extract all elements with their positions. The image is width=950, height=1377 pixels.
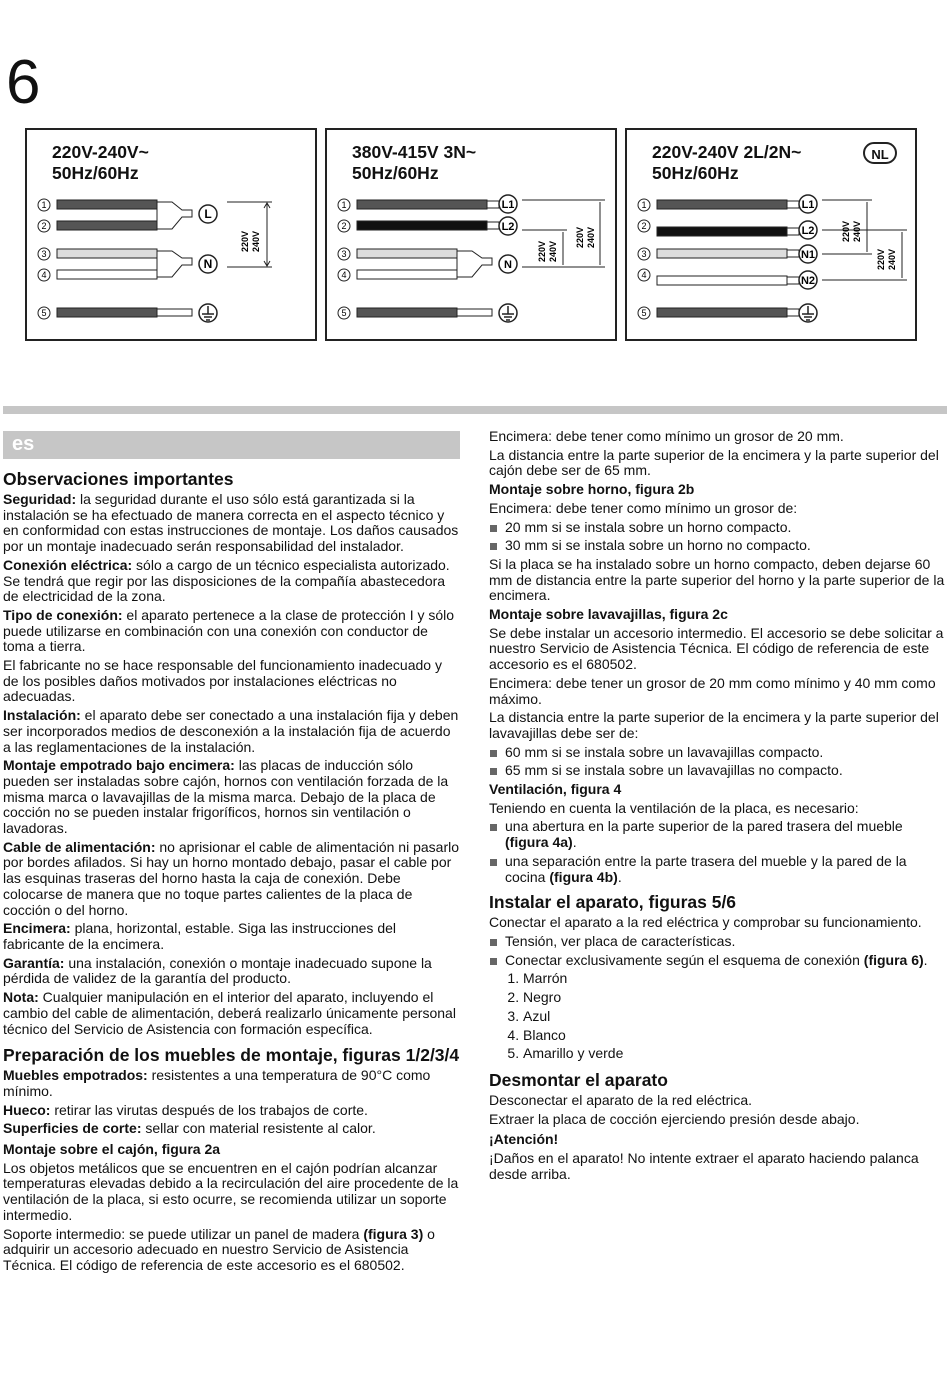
heading-desmontar: Desmontar el aparato xyxy=(489,1069,668,1090)
wire-white xyxy=(657,276,787,285)
wire-blue xyxy=(657,249,787,258)
wiring-diagram-2 xyxy=(325,128,617,341)
svg-text:L1: L1 xyxy=(501,199,515,211)
voltage-label xyxy=(841,221,862,242)
voltage-label xyxy=(876,249,897,270)
list-item: 4. Blanco xyxy=(523,1028,945,1044)
para-conexion: Conexión eléctrica: sólo a cargo de un técnico especialista autorizado. Se tendrá que regir por las disposiciones de la compañía abastecedora de electricidad de la zona. xyxy=(3,556,450,605)
wire-number-4 xyxy=(638,269,650,281)
list-item: una abertura en la parte superior de la pared trasera del mueble (figura 4a). xyxy=(489,819,945,850)
ground-terminal-icon xyxy=(499,304,517,322)
para-fabricante: El fabricante no se hace responsable del funcionamiento inadecuado y de los posibles daños motivados por instalaciones eléctricas no adecuadas. xyxy=(3,657,442,705)
svg-text:240V: 240V xyxy=(548,240,558,262)
para-instalacion: Instalación: el aparato debe ser conectado a una instalación fija y deben ser incorporados medios de desconexión a la instalación fija de acuerdo a las reglamentaciones de la instalación. xyxy=(3,707,459,755)
terminal-n xyxy=(199,255,217,273)
wire-number-3 xyxy=(38,248,50,260)
panel-title: 220V-240V 2L/2N~ 50Hz/60Hz xyxy=(652,142,802,183)
para-seguridad: Seguridad: la seguridad durante el uso sólo está garantizada si la instalación se ha efectuado de manera correcta en el aspecto técnico y en conformidad con estas instrucciones de montaje. Los daños causados por un montaje inadecuado serán responsabilidad del instalador. xyxy=(3,491,459,555)
wire-yellow-green xyxy=(657,308,787,317)
wire-yellow-green xyxy=(357,308,457,317)
svg-text:2: 2 xyxy=(41,221,47,231)
svg-text:240V: 240V xyxy=(586,226,596,248)
terminal-l xyxy=(199,205,217,223)
para-danos: ¡Daños en el aparato! No intente extraer el aparato haciendo palanca desde arriba. xyxy=(489,1150,919,1182)
list-item: 5. Amarillo y verde xyxy=(523,1046,945,1062)
wire-number-1 xyxy=(338,199,350,211)
para-extraer: Extraer la placa de cocción ejerciendo presión desde abajo. xyxy=(489,1110,860,1127)
svg-text:L1: L1 xyxy=(801,199,815,211)
para-objetos: Los objetos metálicos que se encuentren en el cajón podrían alcanzar temperaturas elevadas debido a la recirculación del aire procedente de la ventilación de la placa, si esto ocurre, se recomienda utilizar un soporte intermedio. xyxy=(3,1159,459,1223)
svg-text:220V: 220V xyxy=(575,226,585,248)
wire-number-5 xyxy=(638,307,650,319)
wiring-diagram-3 xyxy=(625,128,917,341)
wire-number-2 xyxy=(638,220,650,232)
svg-text:220V: 220V xyxy=(841,220,851,242)
svg-text:220V: 220V xyxy=(537,240,547,262)
svg-text:5: 5 xyxy=(41,308,47,318)
voltage-label xyxy=(575,227,596,248)
para-encimera-lava: Encimera: debe tener un grosor de 20 mm como mínimo y 40 mm como máximo. xyxy=(489,674,936,707)
terminal-l2 xyxy=(499,217,517,235)
wire-number-4 xyxy=(38,269,50,281)
figure-number: 6 xyxy=(6,48,41,117)
heading-atencion: ¡Atención! xyxy=(489,1131,559,1148)
wire-black xyxy=(657,227,787,236)
list-item: 1. Marrón xyxy=(523,971,945,987)
svg-text:N1: N1 xyxy=(800,249,816,261)
separator-bar xyxy=(3,406,947,414)
list-item: 30 mm si se instala sobre un horno no compacto. xyxy=(489,538,945,554)
wiring-svg-2 xyxy=(327,130,619,343)
list-lavavajillas xyxy=(489,745,945,779)
svg-text:3: 3 xyxy=(641,249,647,259)
para-muebles: Muebles empotrados: resistentes a una temperatura de 90°C como mínimo. xyxy=(3,1067,431,1099)
svg-text:N: N xyxy=(203,257,213,271)
wire-blue xyxy=(357,249,457,258)
para-ventilacion: Teniendo en cuenta la ventilación de la placa, es necesario: xyxy=(489,799,859,816)
para-cable: Cable de alimentación: no aprisionar el cable de alimentación ni pasarlo por bordes afilados. Si hay un horno montado debajo, pasar el cable por las esquinas traseras del horno hasta la caja de conexión. Debe colocarse de manera que no toque partes calientes de la placa de cocción o del horno. xyxy=(3,838,459,918)
wire-black xyxy=(57,221,157,230)
terminal-n1 xyxy=(799,245,817,263)
para-accesorio: Se debe instalar un accesorio intermedio. El accesorio se debe solicitar a nuestro Servicio de Asistencia Técnica. El código de referencia de este accesorio es el 680502. xyxy=(489,624,944,673)
svg-text:2: 2 xyxy=(641,221,647,231)
svg-text:N: N xyxy=(504,259,512,271)
para-tipo: Tipo de conexión: el aparato pertenece a la clase de protección I y sólo puede utilizarse en combinación con una conexión con conductor de toma a tierra. xyxy=(3,606,455,655)
svg-text:220V: 220V xyxy=(240,230,250,252)
para-distancia-lava: La distancia entre la parte superior de la encimera y la parte superior del lavavajillas debe ser de: xyxy=(489,709,939,741)
ground-terminal-icon xyxy=(799,304,817,322)
para-soporte: Soporte intermedio: se puede utilizar un panel de madera (figura 3) o adquirir un accesorio adecuado en nuestro Servicio de Asistencia Técnica. El código de referencia de este accesorio es el 680502. xyxy=(3,1225,435,1273)
para-nota: Nota: Cualquier manipulación en el interior del aparato, incluyendo el cambio del cable de alimentación, deberá realizarlo únicamente personal técnico del Servicio de Asistencia con formación específica. xyxy=(3,989,456,1037)
svg-text:220V: 220V xyxy=(876,248,886,270)
svg-text:5: 5 xyxy=(341,308,347,318)
heading-ventilacion: Ventilación, figura 4 xyxy=(489,781,622,798)
nl-badge: NL xyxy=(863,142,897,164)
wire-brown xyxy=(657,200,787,209)
list-item: una separación entre la parte trasera del mueble y la pared de la cocina (figura 4b). xyxy=(489,854,945,885)
left-column xyxy=(3,470,461,1277)
svg-text:4: 4 xyxy=(641,270,647,280)
list-item: 20 mm si se instala sobre un horno compacto. xyxy=(489,520,945,536)
para-horno-compacto: Si la placa se ha instalado sobre un horno compacto, deben dejarse 60 mm de distancia entre la parte superior del horno y la parte superior de la encimera. xyxy=(489,555,945,604)
right-column xyxy=(489,429,945,1185)
terminal-n xyxy=(499,255,517,273)
svg-text:3: 3 xyxy=(41,249,47,259)
svg-text:240V: 240V xyxy=(852,220,862,242)
svg-text:L: L xyxy=(204,207,212,221)
wire-number-3 xyxy=(338,248,350,260)
wire-white xyxy=(357,270,457,279)
list-ventilacion xyxy=(489,819,945,885)
wiring-diagram-1 xyxy=(25,128,317,341)
voltage-label xyxy=(537,241,558,262)
svg-text:1: 1 xyxy=(41,200,47,210)
wire-yellow-green xyxy=(57,308,157,317)
wire-number-2 xyxy=(38,220,50,232)
language-code: es xyxy=(12,433,35,455)
para-encimera-horno: Encimera: debe tener como mínimo un grosor de: xyxy=(489,499,798,516)
list-item: Tensión, ver placa de características. xyxy=(489,934,945,950)
wire-black xyxy=(357,221,487,230)
svg-text:240V: 240V xyxy=(251,230,261,252)
list-item: 2. Negro xyxy=(523,990,945,1006)
panel-title: 220V-240V~ 50Hz/60Hz xyxy=(52,142,149,183)
wire-number-5 xyxy=(338,307,350,319)
heading-lavavajillas: Montaje sobre lavavajillas, figura 2c xyxy=(489,606,728,623)
wire-number-3 xyxy=(638,248,650,260)
terminal-l2 xyxy=(799,221,817,239)
wire-brown xyxy=(357,200,487,209)
para-distancia-cajon: La distancia entre la parte superior de la encimera y la parte superior del cajón debe ser de 65 mm. xyxy=(489,446,939,479)
wire-brown xyxy=(57,200,157,209)
heading-instalar: Instalar el aparato, figuras 5/6 xyxy=(489,892,737,913)
wiring-svg-1 xyxy=(27,130,319,343)
list-horno xyxy=(489,520,945,554)
svg-text:1: 1 xyxy=(341,200,347,210)
heading-observaciones: Observaciones importantes xyxy=(3,469,234,489)
list-item: 65 mm si se instala sobre un lavavajillas no compacto. xyxy=(489,763,945,779)
wire-number-2 xyxy=(338,220,350,232)
para-superficies: Superficies de corte: sellar con material resistente al calor. xyxy=(3,1120,376,1137)
terminal-l1 xyxy=(799,195,817,213)
wire-number-1 xyxy=(38,199,50,211)
language-bar xyxy=(3,431,460,459)
terminal-n2 xyxy=(799,271,817,289)
para-encimera: Encimera: plana, horizontal, estable. Siga las instrucciones del fabricante de la encimera. xyxy=(3,920,397,952)
ground-terminal-icon xyxy=(199,304,217,322)
svg-text:4: 4 xyxy=(41,270,47,280)
heading-horno: Montaje sobre horno, figura 2b xyxy=(489,481,695,498)
list-item: Conectar exclusivamente según el esquema de conexión (figura 6). xyxy=(489,953,945,969)
svg-text:240V: 240V xyxy=(887,248,897,270)
wire-blue xyxy=(57,249,157,258)
svg-text:5: 5 xyxy=(641,308,647,318)
svg-text:3: 3 xyxy=(341,249,347,259)
list-item: 60 mm si se instala sobre un lavavajillas compacto. xyxy=(489,745,945,761)
para-encimera-grosor: Encimera: debe tener como mínimo un grosor de 20 mm. xyxy=(489,428,844,444)
list-instalar xyxy=(489,934,945,968)
heading-cajon: Montaje sobre el cajón, figura 2a xyxy=(3,1141,221,1158)
terminal-l1 xyxy=(499,195,517,213)
wire-number-5 xyxy=(38,307,50,319)
wiring-svg-3 xyxy=(627,130,919,343)
para-montaje: Montaje empotrado bajo encimera: las placas de inducción sólo pueden ser instaladas sobre cajón, hornos con ventilación forzada de la misma marca o lavavajillas de la misma marca. Debajo de la placa de cocción no se pueden instalar frigoríficos, hornos sin ventilación o lavadoras. xyxy=(3,757,449,837)
svg-text:4: 4 xyxy=(341,270,347,280)
panel-title: 380V-415V 3N~ 50Hz/60Hz xyxy=(352,142,477,183)
svg-text:2: 2 xyxy=(341,221,347,231)
svg-text:N2: N2 xyxy=(800,275,816,287)
svg-text:L2: L2 xyxy=(501,221,515,233)
para-conectar: Conectar el aparato a la red eléctrica y comprobar su funcionamiento. xyxy=(489,914,922,931)
wire-number-1 xyxy=(638,199,650,211)
para-hueco: Hueco: retirar las virutas después de los trabajos de corte. xyxy=(3,1101,368,1118)
svg-text:1: 1 xyxy=(641,200,647,210)
wire-number-4 xyxy=(338,269,350,281)
list-item: 3. Azul xyxy=(523,1009,945,1025)
para-garantia: Garantía: una instalación, conexión o montaje inadecuado supone la pérdida de validez de la garantía del producto. xyxy=(3,954,432,987)
svg-text:L2: L2 xyxy=(801,225,815,237)
voltage-label xyxy=(240,231,261,252)
wire-white xyxy=(57,270,157,279)
wire-color-list xyxy=(489,971,945,1062)
heading-preparacion: Preparación de los muebles de montaje, figuras 1/2/3/4 xyxy=(3,1045,460,1066)
para-desconectar: Desconectar el aparato de la red eléctrica. xyxy=(489,1091,753,1108)
